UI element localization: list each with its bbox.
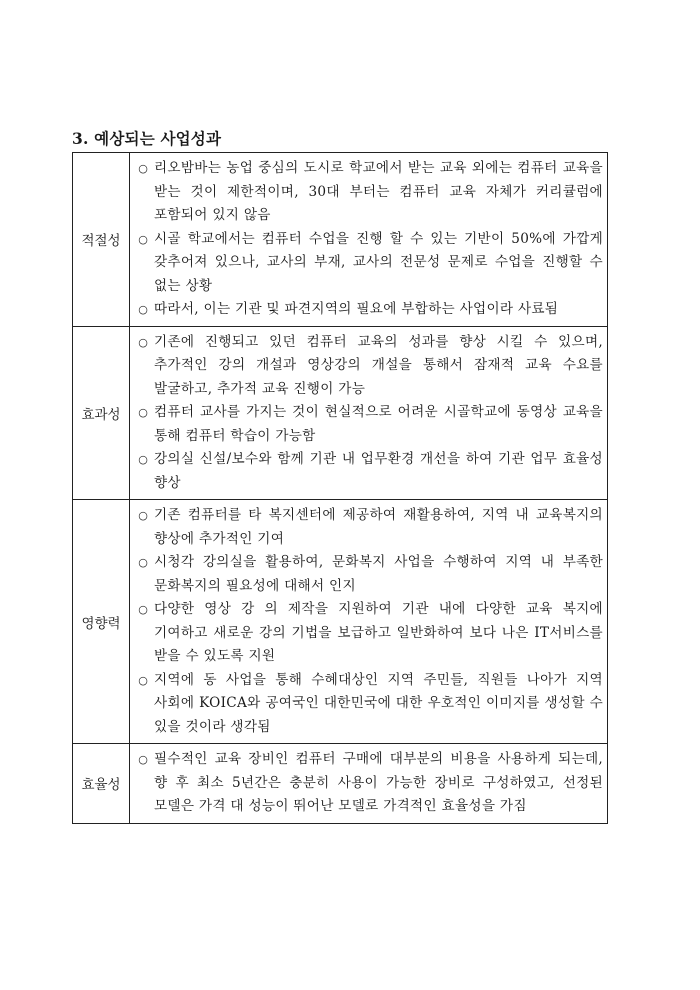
section-title: 3. 예상되는 사업성과 bbox=[72, 129, 222, 148]
list-item bbox=[132, 401, 603, 448]
list-item bbox=[132, 669, 603, 740]
circle-bullet-icon: ○ bbox=[138, 556, 148, 569]
list-item bbox=[132, 448, 603, 495]
circle-bullet-icon: ○ bbox=[138, 232, 148, 246]
list-item bbox=[132, 748, 603, 819]
list-item bbox=[132, 331, 603, 402]
table-row bbox=[73, 744, 608, 824]
category-cell: 효율성 bbox=[73, 744, 130, 824]
content-cell bbox=[130, 326, 608, 500]
table-row bbox=[73, 326, 608, 500]
content-cell bbox=[130, 744, 608, 824]
content-cell bbox=[130, 500, 608, 744]
list-item-text: 기존에 진행되고 있던 컴퓨터 교육의 성과를 향상 시킬 수 있으며, 추가적인 강의 개설과 영상강의 개설을 통해서 잠재적 교육 수요를 발굴하고, 추가적 교육 진행이 가능 bbox=[154, 333, 603, 397]
list-item-text: 리오밤바는 농업 중심의 도시로 학교에서 받는 교육 외에는 컴퓨터 교육을 받는 것이 제한적이며, 30대 부터는 컴퓨터 교육 자체가 커리큘럼에 포함되어 있지 않음 bbox=[154, 160, 603, 223]
circle-bullet-icon: ○ bbox=[138, 303, 148, 316]
list-item bbox=[132, 598, 603, 669]
list-item-text: 시청각 강의실을 활용하여, 문화복지 사업을 수행하여 지역 내 부족한 문화복지의 필요성에 대해서 인지 bbox=[154, 554, 603, 594]
list-item-text: 강의실 신설/보수와 함께 기관 내 업무환경 개선을 하여 기관 업무 효율성 향상 bbox=[154, 451, 603, 491]
circle-bullet-icon: ○ bbox=[138, 453, 148, 466]
outcomes-table bbox=[72, 152, 608, 824]
list-item-text: 따라서, 이는 기관 및 파견지역의 필요에 부합하는 사업이라 사료됨 bbox=[154, 301, 559, 317]
list-item-text: 다양한 영상 강 의 제작을 지원하여 기관 내에 다양한 교육 복지에 기여하고 새로운 강의 기법을 보급하고 일반화하여 보다 나은 IT서비스를 받을 수 있도록 지원 bbox=[154, 601, 603, 664]
list-item-text: 시골 학교에서는 컴퓨터 수업을 진행 할 수 있는 기반이 50%에 가깝게 갖추어져 있으나, 교사의 부재, 교사의 전문성 문제로 수업을 진행할 수 없는 상황 bbox=[154, 230, 603, 294]
list-item bbox=[132, 551, 603, 598]
list-item bbox=[132, 157, 603, 228]
table-row bbox=[73, 500, 608, 744]
circle-bullet-icon: ○ bbox=[138, 603, 148, 616]
category-cell: 영향력 bbox=[73, 500, 130, 744]
list-item-text: 컴퓨터 교사를 가지는 것이 현실적으로 어려운 시골학교에 동영상 교육을 통해 컴퓨터 학습이 가능함 bbox=[154, 404, 603, 444]
list-item bbox=[132, 504, 603, 551]
category-cell: 적절성 bbox=[73, 153, 130, 327]
outcomes-table-body bbox=[73, 153, 608, 824]
list-item bbox=[132, 298, 603, 322]
circle-bullet-icon: ○ bbox=[138, 335, 148, 349]
category-cell: 효과성 bbox=[73, 326, 130, 500]
list-item-text: 지역에 동 사업을 통해 수혜대상인 지역 주민들, 직원들 나아가 지역 사회에 KOICA와 공여국인 대한민국에 대한 우호적인 이미지를 생성할 수 있을 것이라 생각됨 bbox=[154, 671, 603, 735]
circle-bullet-icon: ○ bbox=[138, 753, 148, 766]
table-row bbox=[73, 153, 608, 327]
content-cell bbox=[130, 153, 608, 327]
list-item-text: 필수적인 교육 장비인 컴퓨터 구매에 대부분의 비용을 사용하게 되는데, 향 후 최소 5년간은 충분히 사용이 가능한 장비로 구성하였고, 선정된 모델은 가격 대 성능이 뛰어난 모델로 가격적인 효율성을 가짐 bbox=[154, 751, 603, 814]
circle-bullet-icon: ○ bbox=[138, 673, 148, 687]
circle-bullet-icon: ○ bbox=[138, 406, 148, 419]
circle-bullet-icon: ○ bbox=[138, 509, 148, 522]
list-item-text: 기존 컴퓨터를 타 복지센터에 제공하여 재활용하여, 지역 내 교육복지의 향상에 추가적인 기여 bbox=[154, 507, 603, 547]
circle-bullet-icon: ○ bbox=[138, 162, 148, 175]
list-item bbox=[132, 228, 603, 299]
